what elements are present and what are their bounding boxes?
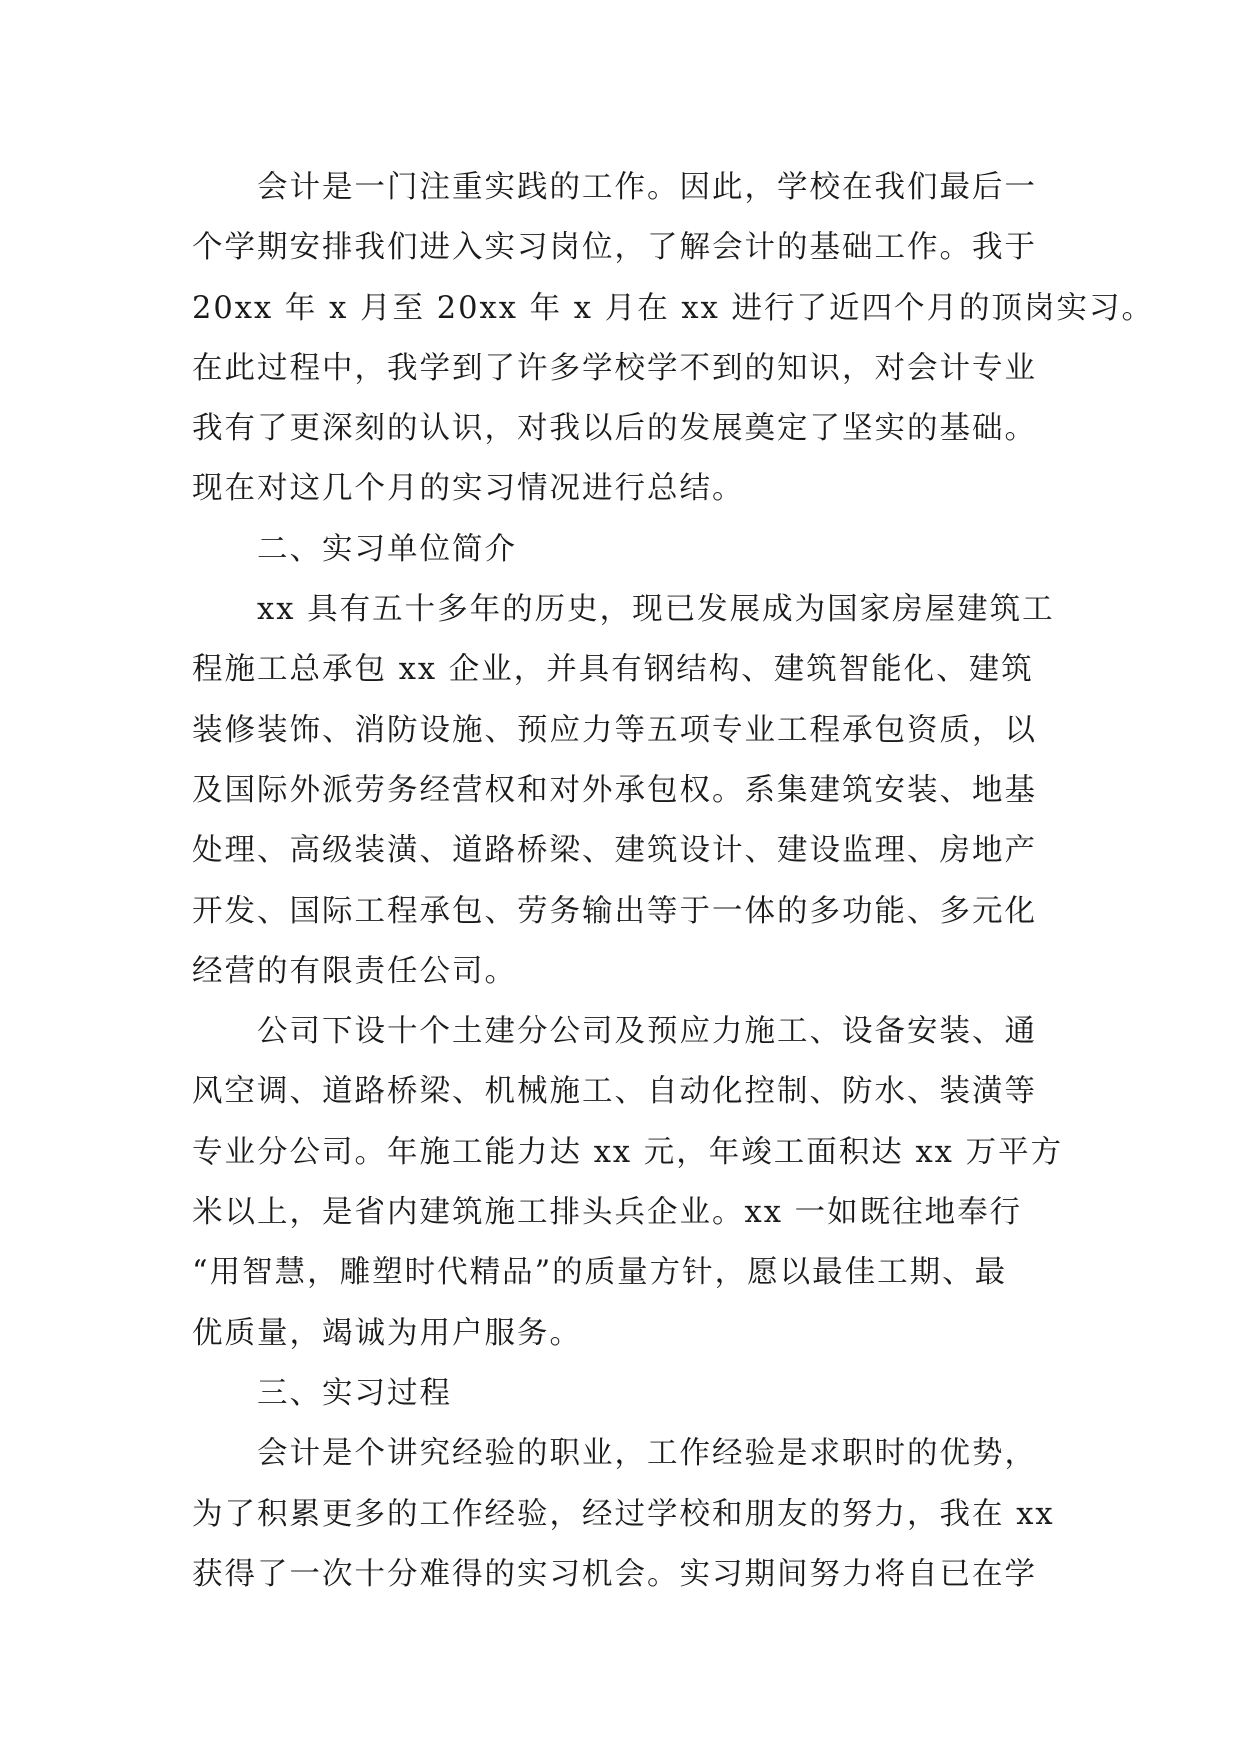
text-line: 为了积累更多的工作经验，经过学校和朋友的努力，我在 xx bbox=[192, 1496, 1055, 1532]
document-body bbox=[192, 158, 1154, 1605]
text-line: 专业分公司。年施工能力达 xx 元，年竣工面积达 xx 万平方 bbox=[192, 1134, 1064, 1170]
text-line: 三、实习过程 bbox=[257, 1375, 452, 1411]
text-line: 现在对这几个月的实习情况进行总结。 bbox=[192, 471, 745, 507]
text-line: 我有了更深刻的认识，对我以后的发展奠定了坚实的基础。 bbox=[192, 411, 1037, 447]
text-line: 经营的有限责任公司。 bbox=[192, 953, 517, 989]
text-line: 风空调、道路桥梁、机械施工、自动化控制、防水、装潢等 bbox=[192, 1074, 1037, 1110]
text-line: “用智慧，雕塑时代精品”的质量方针，愿以最佳工期、最 bbox=[192, 1255, 1008, 1291]
text-line: 二、实习单位简介 bbox=[257, 531, 517, 567]
text-line: 获得了一次十分难得的实习机会。实习期间努力将自已在学 bbox=[192, 1556, 1037, 1592]
text-line: xx 具有五十多年的历史，现已发展成为国家房屋建筑工 bbox=[257, 592, 1055, 628]
text-line: 20xx 年 x 月至 20xx 年 x 月在 xx 进行了近四个月的顶岗实习。 bbox=[192, 290, 1154, 326]
text-line: 装修装饰、消防设施、预应力等五项专业工程承包资质，以 bbox=[192, 712, 1037, 748]
text-line: 处理、高级装潢、道路桥梁、建筑设计、建设监理、房地产 bbox=[192, 833, 1037, 869]
text-line: 米以上，是省内建筑施工排头兵企业。xx 一如既往地奉行 bbox=[192, 1195, 1023, 1231]
text-line: 及国际外派劳务经营权和对外承包权。系集建筑安装、地基 bbox=[192, 772, 1037, 808]
text-line: 会计是一门注重实践的工作。因此，学校在我们最后一 bbox=[257, 170, 1037, 205]
text-line: 公司下设十个土建分公司及预应力施工、设备安装、通 bbox=[257, 1014, 1037, 1050]
text-line: 会计是个讲究经验的职业，工作经验是求职时的优势， bbox=[257, 1436, 1037, 1472]
text-line: 个学期安排我们进入实习岗位，了解会计的基础工作。我于 bbox=[192, 230, 1037, 266]
text-line: 开发、国际工程承包、劳务输出等于一体的多功能、多元化 bbox=[192, 893, 1037, 929]
text-line: 优质量，竭诚为用户服务。 bbox=[192, 1315, 582, 1351]
text-line: 在此过程中，我学到了许多学校学不到的知识，对会计专业 bbox=[192, 350, 1037, 386]
text-line: 程施工总承包 xx 企业，并具有钢结构、建筑智能化、建筑 bbox=[192, 652, 1034, 688]
